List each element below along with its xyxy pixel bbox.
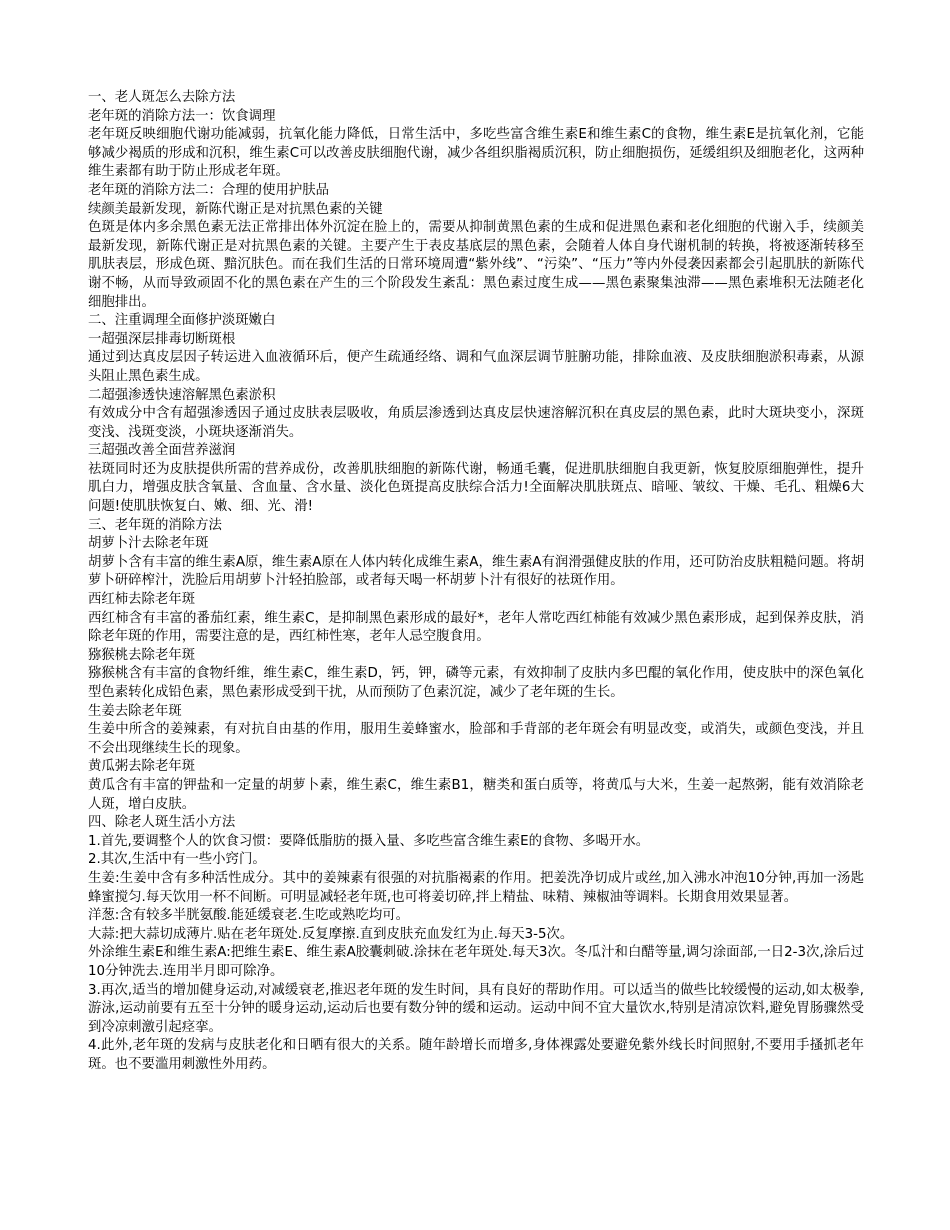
paragraph-tomato: 西红柿含有丰富的番茄红素，维生素C，是抑制黑色素形成的最好*，老年人常吃西红柿能有效减少黑色素形成，起到保养皮肤，消除老年斑的作用，需要注意的是，西红柿性寒，老年人忌空腹食用。 <box>88 610 864 645</box>
paragraph-penetration: 有效成分中含有超强渗透因子通过皮肤表层吸收，角质层渗透到达真皮层快速溶解沉积在真皮层的黑色素，此时大斑块变小，深斑变浅、浅斑变淡，小斑块逐渐消失。 <box>88 406 864 440</box>
paragraph-kiwi: 猕猴桃含有丰富的食物纤维，维生素C，维生素D，钙，钾，磷等元素，有效抑制了皮肤内多巴醌的氧化作用，使皮肤中的深色氧化型色素转化成铅色素，黑色素形成受到干扰，从而预防了色素沉淀，减少了老年斑的生长。 <box>88 666 864 700</box>
section-heading-3: 三、老年斑的消除方法 <box>88 517 222 533</box>
tip-3: 3.再次,适当的增加健身运动,对减缓衰老,推迟老年斑的发生时间，具有良好的帮助作用。可以适当的做些比较缓慢的运动,如太极拳,游泳,运动前要有五至十分钟的暖身运动,运动后也要有数分钟的缓和运动。运动中间不宜大量饮水,特别是清凉饮料,避免胃肠骤然受到冷凉刺激引起痉挛。 <box>88 982 864 1035</box>
subheading-detox: 一超强深层排毒切断斑根 <box>88 331 236 347</box>
document-body <box>88 89 864 1074</box>
subheading-tomato: 西红柿去除老年斑 <box>88 592 196 608</box>
subheading-penetration: 二超强渗透快速溶解黑色素淤积 <box>88 387 276 403</box>
paragraph-nourish: 祛斑同时还为皮肤提供所需的营养成份，改善肌肤细胞的新陈代谢，畅通毛囊，促进肌肤细胞自我更新，恢复胶原细胞弹性，提升肌白力，增强皮肤含氧量、含血量、含水量、淡化色斑提高皮肤综合活力!全面解决肌肤斑点、暗哑、皱纹、干燥、毛孔、粗燥6大问题!使肌肤恢复白、嫩、细、光、滑! <box>88 461 864 515</box>
subheading-skincare: 老年斑的消除方法二：合理的使用护肤品 <box>88 182 330 198</box>
tip-1: 1.首先,要调整个人的饮食习惯：要降低脂肪的摄入量、多吃些富含维生素E的食物、多喝开水。 <box>88 833 650 849</box>
section-heading-1: 一、老人斑怎么去除方法 <box>88 90 236 105</box>
subheading-nourish: 三超强改善全面营养滋润 <box>88 443 236 459</box>
section-heading-4: 四、除老人斑生活小方法 <box>88 815 236 831</box>
section-heading-2: 二、注重调理全面修护淡斑嫩白 <box>88 313 276 329</box>
subheading-kiwi: 猕猴桃去除老年斑 <box>88 647 196 663</box>
paragraph-carrot: 胡萝卜含有丰富的维生素A原，维生素A原在人体内转化成维生素A，维生素A有润滑强健皮肤的作用，还可防治皮肤粗糙问题。将胡萝卜研碎榨汁，洗脸后用胡萝卜汁轻拍脸部，或者每天喝一杯胡萝卜汁有很好的祛斑作用。 <box>88 554 864 589</box>
tip-onion: 洋葱:含有较多半胱氨酸.能延缓衰老.生吃或熟吃均可。 <box>88 908 410 924</box>
paragraph-ginger: 生姜中所含的姜辣素，有对抗自由基的作用，服用生姜蜂蜜水，脸部和手背部的老年斑会有明显改变，或消失，或颜色变浅，并且不会出现继续生长的现象。 <box>88 722 864 756</box>
paragraph-melanin: 色斑是体内多余黑色素无法正常排出体外沉淀在脸上的，需要从抑制黄黑色素的生成和促进黑色素和老化细胞的代谢入手，续颜美最新发现，新陈代谢正是对抗黑色素的关键。主要产生于表皮基底层的黑色素，会随着人体自身代谢机制的转换，将被逐渐转移至肌肤表层，形成色斑、黯沉肤色。而在我们生活的日常环境周遭“紫外线”、“污染”、“压力”等内外侵袭因素都会引起肌肤的新陈代谢不畅，从而导致顽固不化的黑色素在产生的三个阶段发生紊乱：黑色素过度生成——黑色素聚集浊滞——黑色素堆积无法随老化细胞排出。 <box>88 220 864 310</box>
subheading-ginger: 生姜去除老年斑 <box>88 703 182 719</box>
tip-garlic: 大蒜:把大蒜切成薄片.贴在老年斑处.反复摩擦.直到皮肤充血发红为止.每天3-5次。 <box>88 926 574 942</box>
subheading-diet: 老年斑的消除方法一：饮食调理 <box>88 108 276 124</box>
subheading-metabolism: 续颜美最新发现，新陈代谢正是对抗黑色素的关键 <box>88 201 383 217</box>
subheading-cucumber: 黄瓜粥去除老年斑 <box>88 759 196 775</box>
paragraph-diet: 老年斑反映细胞代谢功能减弱，抗氧化能力降低，日常生活中，多吃些富含维生素E和维生素C的食物，维生素E是抗氧化剂，它能够减少褐质的形成和沉积，维生素C可以改善皮肤细胞代谢，减少各组织脂褐质沉积，防止细胞损伤，延缓组织及细胞老化，这两种维生素都有助于防止形成老年斑。 <box>88 127 864 180</box>
subheading-carrot: 胡萝卜汁去除老年斑 <box>88 536 209 552</box>
paragraph-cucumber: 黄瓜含有丰富的钾盐和一定量的胡萝卜素，维生素C，维生素B1，糖类和蛋白质等，将黄瓜与大米，生姜一起熬粥，能有效消除老人斑，增白皮肤。 <box>88 777 864 812</box>
paragraph-detox: 通过到达真皮层因子转运进入血液循环后，便产生疏通经络、调和气血深层调节脏腑功能，排除血液、及皮肤细胞淤积毒素，从源头阻止黑色素生成。 <box>88 350 864 384</box>
tip-ginger: 生姜:生姜中含有多种活性成分。其中的姜辣素有很强的对抗脂褐素的作用。把姜洗净切成片或丝,加入沸水冲泡10分钟,再加一汤匙蜂蜜搅匀.每天饮用一杯不间断。可明显减轻老年斑,也可将姜切碎,拌上精盐、味精、辣椒油等调料。长期食用效果显著。 <box>88 870 864 905</box>
tip-2: 2.其次,生活中有一些小窍门。 <box>88 852 266 868</box>
tip-vitamin: 外涂维生素E和维生素A:把维生素E、维生素A胶囊刺破.涂抹在老年斑处.每天3次。冬瓜汁和白醋等量,调匀涂面部,一日2-3次,涂后过10分钟洗去.连用半月即可除净。 <box>88 945 864 979</box>
tip-4: 4.此外,老年斑的发病与皮肤老化和日晒有很大的关系。随年龄增长而增多,身体裸露处要避免紫外线长时间照射,不要用手搔抓老年斑。也不要滥用刺激性外用药。 <box>88 1038 864 1072</box>
